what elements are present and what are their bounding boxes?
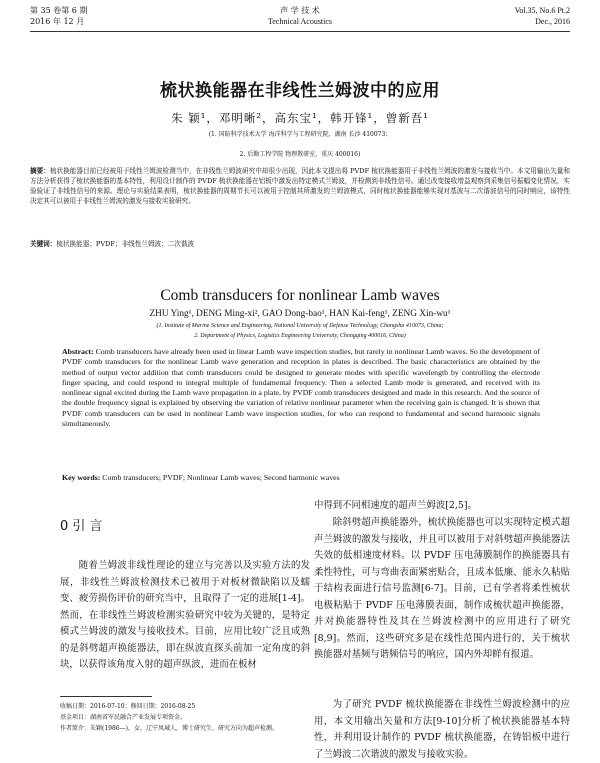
page-title-cn: 梳状换能器在非线性兰姆波中的应用 bbox=[160, 81, 440, 101]
footnote-author: 作者简介：朱颖(1986—)，女，辽宁凤城人，博士研究生，研究方向为超声检测。 bbox=[60, 725, 278, 732]
intro-paragraph-right-2: 为了研究 PVDF 梳状换能器在非线性兰姆波检测中的应用，本文用输出矢量和方法[9-10]分析了梳状换能器基本特性，并利用设计制作的 PVDF 梳状换能器，在铸铝板中进行了兰姆波二次谐波的激发与接收实验。 bbox=[314, 699, 570, 760]
abstract-en bbox=[62, 347, 540, 471]
volume-en: Vol.35, No.6 Pt.2 bbox=[514, 6, 570, 15]
page-title-en: Comb transducers for nonlinear Lamb waves bbox=[160, 287, 440, 304]
keywords-en-text: Comb transducers; PVDF; Nonlinear Lamb waves; Second harmonic waves bbox=[102, 473, 340, 482]
header-rule bbox=[30, 31, 570, 32]
affiliation-en-1: (1. Institute of Marine Science and Engineering, National University of Defense Technology, Changsha 410073, China; bbox=[156, 323, 444, 329]
keywords-cn-label: 关键词： bbox=[30, 240, 57, 248]
footnote-rule bbox=[60, 696, 152, 697]
section-heading: 0 引 言 bbox=[60, 519, 103, 534]
abstract-cn-text: 梳状换能器目前已经被用于线性兰姆波检测当中，在非线性兰姆波研究中却很少出现，因此本文提出将 PVDF 梳状换能器用于非线性兰姆波的激发与接收当中。本文用输出矢量和方法分析获得了梳状换能器的基本特性，利用设计制作的 PVDF 梳状换能器在铝板中激发出特定模式兰姆波，并检测到非线性信号。通过改变接收增益观察到采集信号振幅变化情况，实验验证了非线性信号的来源。理论与实验结果表明，梳状换能器的周期节长可以被用于控制其所激发的兰姆波模式，同时梳状换能器能够实现对基波与二次谐波信号的同时响应，该特性决定其可以被用于非线性兰姆波的激发与接收实验研究。 bbox=[30, 167, 570, 205]
journal-cn: 声 学 技 术 bbox=[280, 6, 320, 15]
keywords-en-label: Key words: bbox=[62, 473, 101, 482]
date-en: Dec., 2016 bbox=[535, 17, 570, 26]
authors-cn: 朱 颖¹，邓明晰²，高东宝¹，韩开锋¹，曾新吾¹ bbox=[171, 111, 429, 125]
footnote-received: 收稿日期：2016-07-10；修回日期：2016-08-25 bbox=[60, 703, 196, 710]
keywords-cn bbox=[30, 239, 570, 249]
volume-cn: 第 35 卷第 6 期 bbox=[30, 6, 88, 15]
date-cn: 2016 年 12 月 bbox=[30, 17, 85, 26]
keywords-cn-text: 梳状换能器；PVDF；非线性兰姆波；二次谐波 bbox=[56, 240, 195, 248]
abstract-en-label: Abstract: bbox=[62, 347, 94, 356]
affiliation-cn-2: 2. 后勤工程学院 物理教研室，重庆 400016) bbox=[239, 151, 361, 158]
affiliation-en-2: 2. Department of Physics, Logistics Engineering University, Chongqing 400016, China) bbox=[194, 333, 406, 339]
intro-paragraph-right-1: 除斜劈超声换能器外，梳状换能器也可以实现特定模式超声兰姆波的激发与接收，并且可以被用于对斜劈超声换能器法失效的低相速度材料。以 PVDF 压电薄膜制作的换能器具有柔性特性，可与弯曲表面紧密贴合，且成本低廉、能永久粘贴于结构表面进行信号监测[6-7]。目前，已有学者将柔性梳状电极粘贴于 PVDF 压电薄膜表面，制作成梳状超声换能器，并对换能器特性及其在兰姆波检测中的应用进行了研究[8,9]。然而，这些研究多是在线性范围内进行的，关于梳状换能器对基频与谐频信号的响应，国内外却鲜有报道。 bbox=[314, 517, 570, 660]
journal-en: Technical Acoustics bbox=[267, 17, 333, 26]
affiliation-cn-1: (1. 国防科学技术大学 海洋科学与工程研究院，湖南 长沙 410073； bbox=[208, 131, 392, 138]
abstract-en-text: Comb transducers have already been used in linear Lamb wave inspection studies, but rarely in nonlinear Lamb waves. So the development of PVDF comb transducers for the nonlinear Lamb wave generation and reception in plates is described. The basic characteristics are obtained by the method of output vector addition that comb transducers could be designed to generate modes with specific wavelength by controlling the electrode finger spacing, and could respond to integral multiple of fundamental frequency. Then a selected Lamb mode is generated, and received with its nonlinear signal excited during the Lamb wave propagation in a plate, by PVDF comb transducers designed and made in this research. And the source of the double frequency signal is explained by observing the variation of relative nonlinear parameter when the receiving gain is changed. It is shown that PVDF comb transducers can be used in nonlinear Lamb wave inspection studies, for who can respond to fundamental and second harmonic signals simultaneously. bbox=[62, 347, 540, 429]
keywords-en bbox=[62, 473, 540, 483]
authors-en: ZHU Ying¹, DENG Ming-xi², GAO Dong-bao¹, HAN Kai-feng¹, ZENG Xin-wu¹ bbox=[149, 309, 451, 319]
intro-right-top: 中得到不同相速度的超声兰姆波[2,5]。 bbox=[314, 500, 477, 511]
abstract-cn bbox=[30, 166, 570, 229]
intro-paragraph-left: 随着兰姆波非线性理论的建立与完善以及实验方法的发展，非线性兰姆波检测技术已被用于对板材微缺陷以及蠕变、疲劳损伤评价的研究当中，且取得了一定的进展[1-4]。然而，在非线性兰姆波检测实验研究中较为关键的，是特定模式兰姆波的激发与接收技术。目前，应用比较广泛且成熟的是斜劈超声换能器法，即在纵波直探头前加一定角度的斜块，以获得该角度入射的超声纵波，进而在板材 bbox=[60, 560, 310, 670]
abstract-cn-label: 摘要： bbox=[30, 167, 50, 175]
footnote-funding: 基金项目：湖南省军民融合产业发展专项资金。 bbox=[60, 714, 187, 721]
